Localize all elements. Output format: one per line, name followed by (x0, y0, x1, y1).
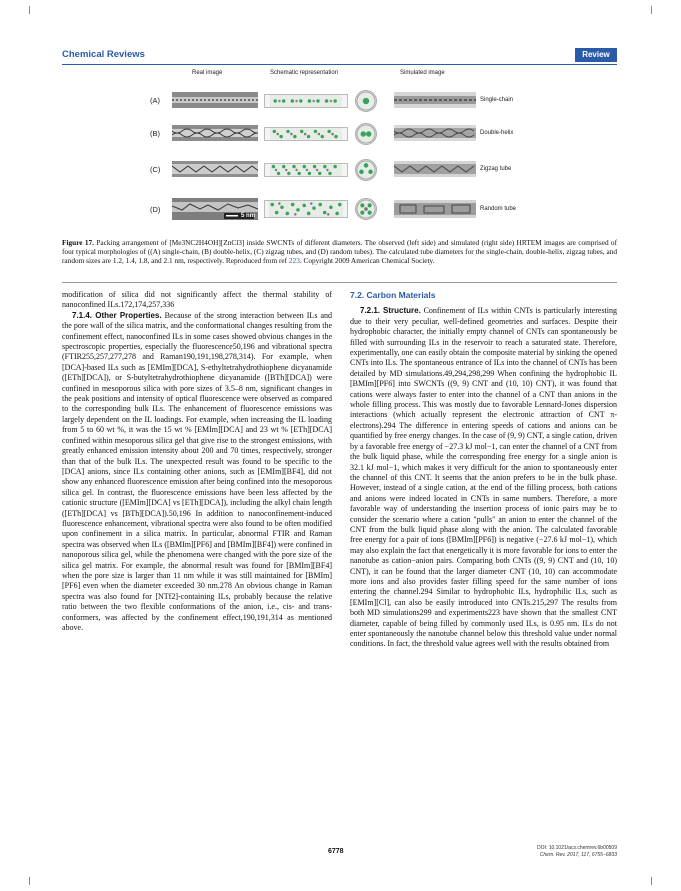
figure-column-header-simulated: Simulated image (400, 70, 445, 76)
crop-mark-bottom-right (651, 877, 659, 885)
journal-title: Chemical Reviews (62, 49, 145, 60)
left-column-intro: modification of silica did not significantly affect the thermal stability of nanoconfined ILs.172,174,257,336 (62, 290, 332, 310)
right-column (350, 290, 617, 650)
figure-row-label-b: (B) (150, 129, 160, 138)
section-heading-carbon-materials: 7.2. Carbon Materials (350, 290, 436, 300)
tem-image-single-chain (172, 92, 258, 108)
simulated-image-double-helix (394, 125, 476, 141)
journal-citation: Chem. Rev. 2017, 117, 6755−6833 (539, 852, 617, 858)
schematic-zigzag-tube (264, 163, 348, 177)
figure-caption-text: Packing arrangement of [Me3NC2H4OH][ZnCl3] inside SWCNTs of different diameters. The observed (left side) and simulated (right side) HRTEM images are comprised of four typical morphologies of ((A) single-chain, (B) double-helix, (C) zigzag tubes, and (D) random tubes). The calculated tube diameters for the single-chain, double-helix, zigzag tubes, and random sizes are 1.2, 1.4, 1.8, and 2.1 nm, respectively. Reproduced from ref (62, 238, 617, 265)
endcap-view-random-tube (355, 198, 377, 220)
left-column-body-text: Because of the strong interaction between ILs and the pore wall of the silica matrix, and the conformational changes resulting from the confinement effect, nanoconfined ILs in some cases showed obvious changes in the spectroscopic properties, especially the fluorescence50,196 and vibrational spectra (FTIR255,257,277,278 and Raman190,191,198,278,314). For example, when [DCA]-based ILs such as [EMIm][DCA], S-ethyltetrahydrothiophene dicyanamide ([ETh][DCA]), or S-butyltetrahydrothiophene dicyanamide ([BTh][DCA]) were confined in mesoporous silica with pore sizes of 3.5–8 nm, significant changes in the peak positions and intensity of optical fluorescence were observed as compared to the corresponding bulk ILs. The enhancement of fluorescence emissions was largely dependent on the IL loadings. For example, when increasing the IL loading from 5 to 60 wt %, it was the 15 wt % [EMIm][DCA] and 23 wt % [ETh][DCA] confined within mesoporous silica gel that give rise to the strongest emissions, with greatly enhanced emission intensity about 200 and 70 times, respectively, stronger than that of the bulk ILs. The unexpected result was found to be specific to the [DCA] anions, since ILs containing other anions, such as [EMIm][BF4], did not show any enhanced fluorescence emission after being confined into the mesoporous silica gel. In contrast, the fluorescence emissions have been less affected by the cationic structure ([EMIm][DCA] vs [ETh][DCA]), including the alkyl chain length ([ETh][DCA] vs [BTh][DCA]).50,196 In addition to nanoconfinement-induced fluorescence enhancement, vibrational spectra were also found to be often modified upon confinement in a silica matrix. In particular, abnormal FTIR and Raman spectra was observed when ILs ([BMIm][PF6] and [BMIm][BF4]) were confined in nanoporous silica gel, while the phenomena were changed with the pore size of the silica gel matrix. For example, the abnormal result was found for [BMIm][BF4] when the pore size is larger than 11 nm while it was still maintained for [BMIm][PF6] even when the diameter exceeded 30 nm.278 An obvious change in Raman spectra was also found for [NTf2]-containing ILs, probably because the relative ratio between the two flexible conformations of the anion, i.e., cis- and trans-conformers, was affected by the confinement effect,190,191,314 as mentioned above. (62, 310, 332, 632)
figure-row-name-single-chain: Single-chain (480, 97, 514, 103)
figure-17 (150, 70, 530, 230)
endcap-view-single-chain (355, 90, 377, 112)
figure-row-name-double-helix: Double-helix (480, 130, 514, 136)
article-type-badge: Review (575, 48, 617, 62)
figure-caption (62, 238, 617, 265)
schematic-random-tube (264, 200, 348, 218)
figure-row-name-random-tube: Random tube (480, 206, 517, 212)
endcap-view-double-helix (355, 123, 377, 145)
page-number: 6778 (328, 848, 344, 855)
subsection-heading-structure: 7.2.1. Structure. (360, 306, 421, 316)
tem-image-double-helix (172, 125, 258, 141)
crop-mark-top-right (651, 6, 659, 14)
figure-row-name-zigzag-tube: Zigzag tube (480, 166, 512, 172)
figure-row-label-a: (A) (150, 96, 160, 105)
simulated-image-zigzag-tube (394, 161, 476, 177)
header-rule (62, 64, 617, 65)
left-column (62, 290, 332, 633)
page-header (62, 48, 617, 64)
simulated-image-single-chain (394, 92, 476, 108)
schematic-double-helix (264, 127, 348, 141)
right-column-paragraph (350, 306, 617, 649)
left-column-paragraph (62, 311, 332, 634)
crop-mark-top-left (22, 6, 30, 14)
tem-image-zigzag-tube (172, 161, 258, 177)
figure-column-header-real: Real image (192, 70, 223, 76)
figure-caption-copyright: . Copyright 2009 American Chemical Society. (299, 256, 435, 265)
scale-bar-label: 5 nm (241, 213, 256, 219)
figure-row-label-c: (C) (150, 165, 161, 174)
figure-column-header-schematic: Schematic representation (270, 70, 339, 76)
endcap-view-zigzag-tube (355, 159, 377, 181)
subsection-heading-other-properties: 7.1.4. Other Properties. (72, 310, 162, 320)
schematic-single-chain (264, 94, 348, 108)
right-column-body-text: Confinement of ILs within CNTs is particularly interesting due to their very peculiar, well-defined geometries and surfaces. Despite their hydrophobic character, the initially empty channel of CNTs can spontaneously be filled with surrounding ILs in the reservoir to reach a saturated state. Therefore, experimentally, one can easily obtain the composite material by sinking the opened CNTs into ILs. The spontaneous entrance of ILs into the channel of CNTs has been detailed by MD simulations.49,294,298,299 When confining the hydrophobic IL [BMIm][PF6] into SWCNTs ((9, 9) CNT and (10, 10) CNT), it was found that cations were always faster to enter into the channel of a CNT than anions in the whole filling process. This was mostly due to favorable Lennard-Jones dispersion interactions (which actually represent the electronic attraction of CNT π-electrons).294 The difference in entering speeds of cations and anions can be quantified by free energy changes. In the case of (9, 9) CNT, a single cation, driven by a favorable free energy of −27.3 kJ mol−1, can enter the channel of a CNT from the bulk liquid phase, while the corresponding free energy for a single anion is 32.1 kJ mol−1, which makes it very difficult for the anion to spontaneously enter the channel of this CNT. It seems that the anion prefers to be in the bulk phase. However, instead of a single cation, at the end of the filling process, both cations and anions were indeed located in CNTs in same numbers. Therefore, a more favorable way of understanding the insertion process of ionic pairs may be to consider the scenario where a cation "pulls" an anion to enter the channel of the CNT from the bulk liquid phase along with the anion. The calculated favorable free energy for a pair of ions ([BMIm][PF6]) is negative (−27.6 kJ mol−1), which may also explain the fact that energetically it is more favorable for ions to enter the nanotube as cation−anion pairs. Comparing both CNTs ((9, 9) CNT and (10, 10) CNT), it can be found that the larger diameter CNT (10, 10) can accommodate more ions and also provides faster filling speed for the same number of ions entering the channel.294 Similar to hydrophobic ILs, hydrophilic ILs, such as [EMIm][Cl], can also be easily introduced into CNTs.215,297 The results from both MD simulations299 and experiments223 have shown that the smallest CNT diameter, capable of being filled by commonly used ILs, is 0.95 nm. ILs do not enter spontaneously the nanotube channel below this threshold value under normal conditions. In fact, the threshold value agrees well with the results obtained from (350, 306, 617, 649)
simulated-image-random-tube (394, 200, 476, 218)
caption-divider (62, 282, 617, 283)
doi-link[interactable]: DOI: 10.1021/acs.chemrev.6b00509 (537, 845, 617, 851)
crop-mark-bottom-left (22, 877, 30, 885)
figure-row-label-d: (D) (150, 205, 161, 214)
footer-doi-block (537, 845, 617, 859)
figure-caption-label: Figure 17. (62, 238, 94, 247)
figure-caption-reference-link[interactable]: 223 (288, 256, 300, 265)
